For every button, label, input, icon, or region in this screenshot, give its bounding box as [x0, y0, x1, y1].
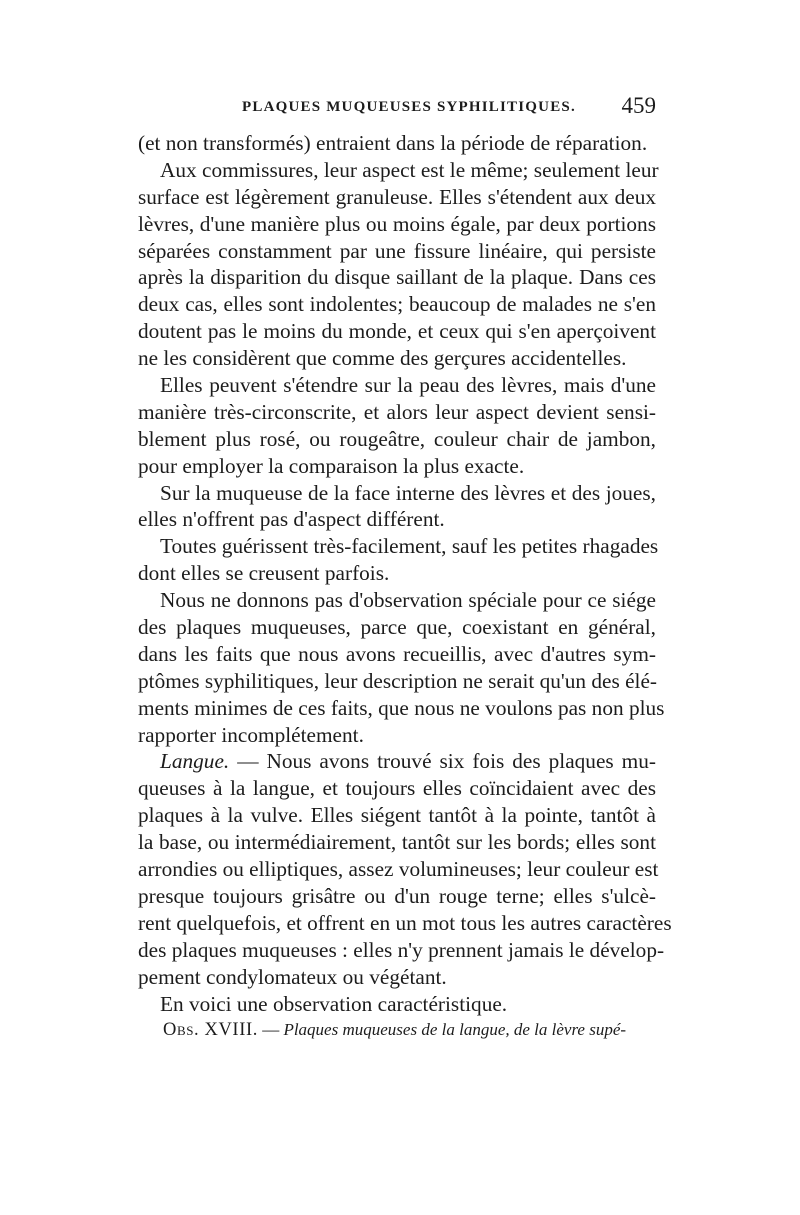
text-line: blement plus rosé, ou rougeâtre, couleur chair de jambon, [138, 426, 656, 451]
running-head [138, 93, 656, 127]
text-line: Aux commissures, leur aspect est le même; seulement leur [160, 157, 659, 182]
page-number: 459 [621, 93, 656, 118]
running-title: PLAQUES MUQUEUSES SYPHILITIQUES. [242, 99, 576, 115]
observation-title: Plaques muqueuses de la langue, de la lèvre supé- [283, 1020, 627, 1039]
text-line: dans les faits que nous avons recueillis, avec d'autres sym- [138, 641, 656, 666]
text-run: — Nous avons trouvé six fois des plaques mu- [229, 749, 656, 774]
text-line: la base, ou intermédiairement, tantôt sur les bords; elles sont [138, 830, 656, 855]
text-line: ptômes syphilitiques, leur description ne serait qu'un des élé- [138, 668, 657, 693]
text-line: rapporter incomplétement. [138, 722, 364, 747]
text-line: après la disparition du disque saillant de la plaque. Dans ces [138, 265, 656, 290]
text-line: manière très-circonscrite, et alors leur aspect devient sensi- [138, 399, 656, 424]
text-line: ne les considèrent que comme des gerçures accidentelles. [138, 346, 627, 371]
text-line: rent quelquefois, et offrent en un mot tous les autres caractères [138, 910, 672, 935]
text-line: En voici une observation caractéristique. [160, 991, 508, 1016]
text-line: Sur la muqueuse de la face interne des lèvres et des joues, [160, 480, 656, 505]
text-line: séparées constamment par une fissure linéaire, qui persiste [138, 238, 656, 263]
text-line: Elles peuvent s'étendre sur la peau des lèvres, mais d'une [160, 373, 656, 398]
text-line: des plaques muqueuses, parce que, coexistant en général, [138, 615, 656, 640]
text-line: doutent pas le moins du monde, et ceux qui s'en aperçoivent [138, 319, 656, 344]
text-line: Nous ne donnons pas d'observation spéciale pour ce siége [160, 588, 656, 613]
text-line: pour employer la comparaison la plus exacte. [138, 453, 525, 478]
text-line: plaques à la vulve. Elles siégent tantôt à la pointe, tantôt à [138, 803, 656, 828]
text-line: pement condylomateux ou végétant. [138, 964, 447, 989]
body-text [138, 130, 672, 1017]
text-line: arrondies ou elliptiques, assez volumineuses; leur couleur est [138, 857, 659, 882]
text-line: queuses à la langue, et toujours elles coïncidaient avec des [138, 776, 656, 801]
text-line: lèvres, d'une manière plus ou moins égale, par deux portions [138, 211, 656, 236]
text-line [138, 748, 656, 775]
text-line: deux cas, elles sont indolentes; beaucoup de malades ne s'en [138, 292, 656, 317]
text-line: surface est légèrement granuleuse. Elles s'étendent aux deux [138, 184, 656, 209]
text-line: dont elles se creusent parfois. [138, 561, 390, 586]
observation-dash: — [257, 1020, 284, 1039]
text-line: ments minimes de ces faits, que nous ne voulons pas non plus [138, 695, 665, 720]
observation-label: Obs. XVIII. [163, 1020, 258, 1040]
text-line: des plaques muqueuses : elles n'y prennent jamais le dévelop- [138, 937, 665, 962]
section-lead: Langue. [160, 749, 230, 774]
text-line: elles n'offrent pas d'aspect différent. [138, 507, 445, 532]
text-line: presque toujours grisâtre ou d'un rouge terne; elles s'ulcè- [138, 883, 656, 908]
observation-heading [163, 1020, 663, 1041]
text-line: Toutes guérissent très-facilement, sauf les petites rhagades [160, 534, 659, 559]
text-line: (et non transformés) entraient dans la période de réparation. [138, 131, 648, 155]
